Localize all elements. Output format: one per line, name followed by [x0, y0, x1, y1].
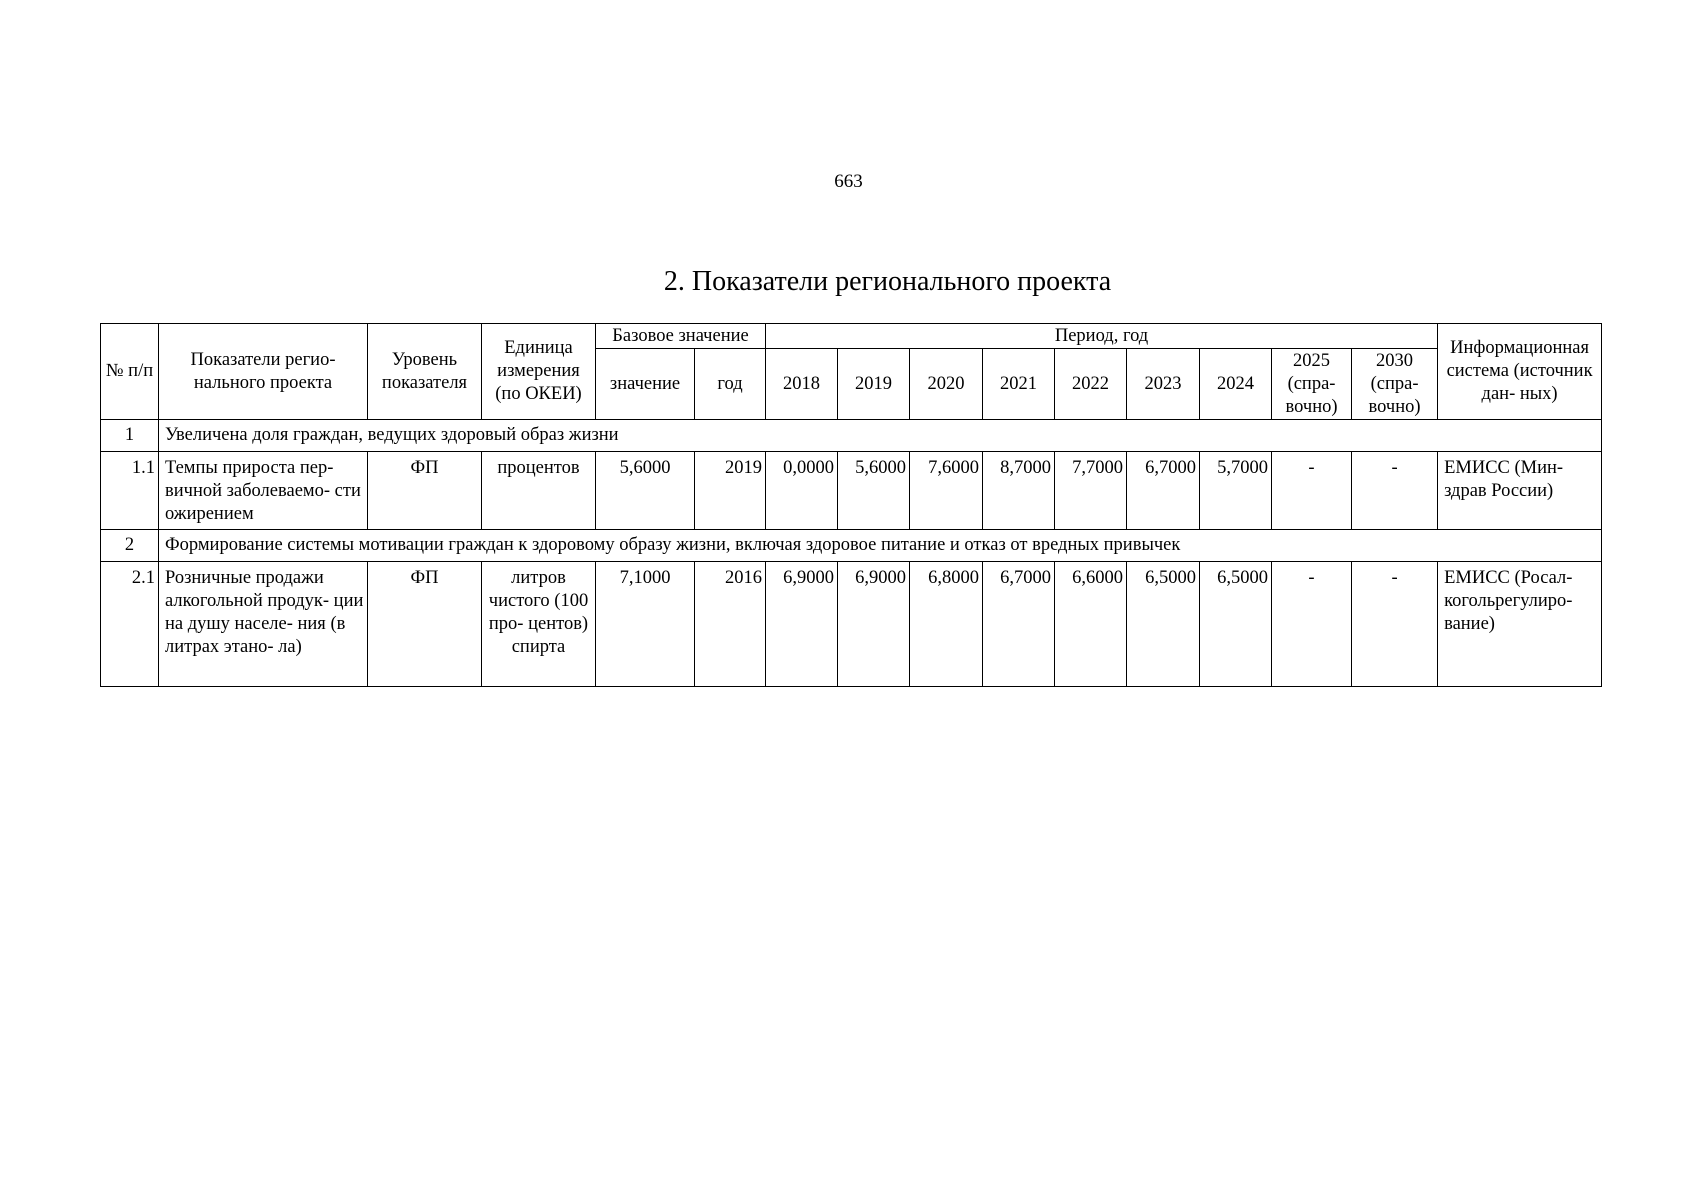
section-num: 1: [101, 420, 159, 452]
row-value-2020: 6,8000: [910, 562, 983, 687]
row-base-value: 5,6000: [596, 452, 695, 530]
row-base-value: 7,1000: [596, 562, 695, 687]
row-value-2022: 6,6000: [1055, 562, 1127, 687]
header-unit: Единица измерения (по ОКЕИ): [482, 324, 596, 420]
header-year-2018: 2018: [766, 349, 838, 420]
header-year-2020: 2020: [910, 349, 983, 420]
header-year-2022: 2022: [1055, 349, 1127, 420]
header-year-2025: 2025 (спра- вочно): [1272, 349, 1352, 420]
row-value-2030: -: [1352, 562, 1438, 687]
header-year-2021: 2021: [983, 349, 1055, 420]
header-info-system: Информационная система (источник дан- ных): [1438, 324, 1602, 420]
row-info-system: ЕМИСС (Мин- здрав России): [1438, 452, 1602, 530]
page-number: 663: [834, 171, 863, 192]
row-indicator: Темпы прироста пер- вичной заболеваемо- сти ожирением: [159, 452, 368, 530]
row-value-2021: 6,7000: [983, 562, 1055, 687]
row-info-system: ЕМИСС (Росал- когольрегулиро- вание): [1438, 562, 1602, 687]
row-value-2022: 7,7000: [1055, 452, 1127, 530]
row-value-2023: 6,5000: [1127, 562, 1200, 687]
row-base-year: 2019: [695, 452, 766, 530]
indicators-table: [100, 323, 1602, 687]
row-value-2025: -: [1272, 562, 1352, 687]
section-title: Формирование системы мотивации граждан к здоровому образу жизни, включая здоровое питание и отказ от вредных привычек: [159, 530, 1602, 562]
section-num: 2: [101, 530, 159, 562]
row-value-2018: 0,0000: [766, 452, 838, 530]
table-row: [101, 452, 1602, 530]
row-value-2019: 6,9000: [838, 562, 910, 687]
header-year-2019: 2019: [838, 349, 910, 420]
header-indicator: Показатели регио- нального проекта: [159, 324, 368, 420]
row-level: ФП: [368, 562, 482, 687]
table-row: [101, 562, 1602, 687]
header-year-2023: 2023: [1127, 349, 1200, 420]
header-base-year: год: [695, 349, 766, 420]
section-row: [101, 530, 1602, 562]
row-unit: процентов: [482, 452, 596, 530]
header-period-group: Период, год: [766, 324, 1438, 349]
row-value-2025: -: [1272, 452, 1352, 530]
row-num: 1.1: [101, 452, 159, 530]
header-base-group: Базовое значение: [596, 324, 766, 349]
page-title: 2. Показатели регионального проекта: [663, 266, 1112, 297]
row-value-2021: 8,7000: [983, 452, 1055, 530]
row-value-2020: 7,6000: [910, 452, 983, 530]
row-value-2023: 6,7000: [1127, 452, 1200, 530]
row-unit: литров чистого (100 про- центов) спирта: [482, 562, 596, 687]
section-title: Увеличена доля граждан, ведущих здоровый образ жизни: [159, 420, 1602, 452]
row-value-2024: 6,5000: [1200, 562, 1272, 687]
row-indicator: Розничные продажи алкогольной продук- ции на душу населе- ния (в литрах этано- ла): [159, 562, 368, 687]
header-base-value: значение: [596, 349, 695, 420]
header-year-2024: 2024: [1200, 349, 1272, 420]
row-level: ФП: [368, 452, 482, 530]
row-value-2019: 5,6000: [838, 452, 910, 530]
section-row: [101, 420, 1602, 452]
row-base-year: 2016: [695, 562, 766, 687]
row-value-2018: 6,9000: [766, 562, 838, 687]
row-num: 2.1: [101, 562, 159, 687]
row-value-2030: -: [1352, 452, 1438, 530]
header-year-2030: 2030 (спра- вочно): [1352, 349, 1438, 420]
header-num: № п/п: [101, 324, 159, 420]
row-value-2024: 5,7000: [1200, 452, 1272, 530]
header-level: Уровень показателя: [368, 324, 482, 420]
